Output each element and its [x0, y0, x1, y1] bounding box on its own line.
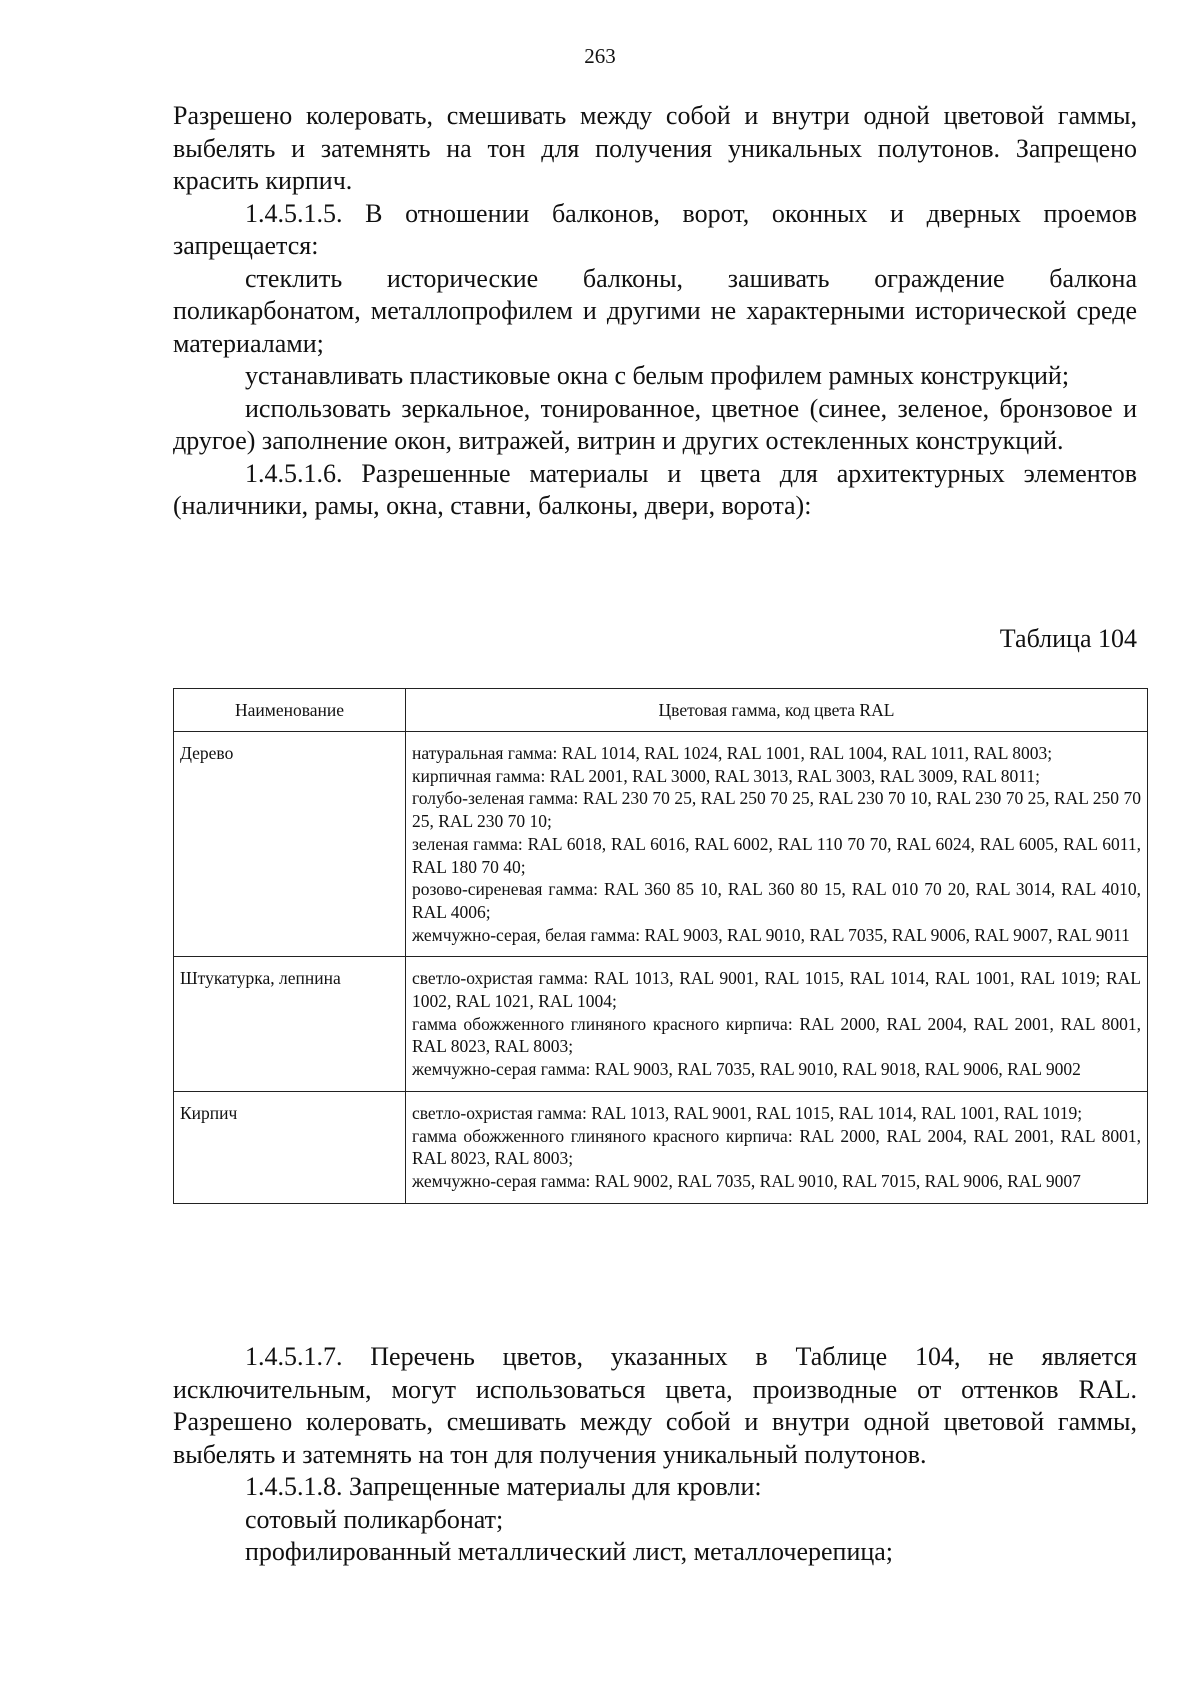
color-groups [406, 732, 1148, 957]
paragraph: 1.4.5.1.8. Запрещенные материалы для кровли: [245, 1472, 762, 1501]
header-colors: Цветовая гамма, код цвета RAL [406, 689, 1148, 732]
color-group: розово-сиреневая гамма: RAL 360 85 10, RAL 360 80 15, RAL 010 70 20, RAL 3014, RAL 4010, RAL 4006; [412, 879, 1141, 922]
color-group: жемчужно-серая гамма: RAL 9002, RAL 7035, RAL 9010, RAL 7015, RAL 9006, RAL 9007 [412, 1170, 1081, 1191]
paragraph: устанавливать пластиковые окна с белым профилем рамных конструкций; [245, 361, 1070, 390]
list-item: сотовый поликарбонат; [245, 1504, 504, 1534]
list-item: профилированный металлический лист, металлочерепица; [245, 1537, 894, 1566]
table-row [174, 1091, 1148, 1203]
top-text-block [173, 100, 1137, 523]
paragraph: стеклить исторические балконы, зашивать ограждение балкона поликарбонатом, металлопрофилем и другими не характерными исторической среде материалами; [173, 263, 1137, 358]
color-group: гамма обожженного глиняного красного кирпича: RAL 2000, RAL 2004, RAL 2001, RAL 8001, RAL 8023, RAL 8003; [412, 1125, 1141, 1169]
table-header-row [174, 689, 1148, 732]
table-row [174, 732, 1148, 957]
paragraph: 1.4.5.1.6. Разрешенные материалы и цвета для архитектурных элементов (наличники, рамы, окна, ставни, балконы, двери, ворота): [173, 458, 1137, 520]
color-group: натуральная гамма: RAL 1014, RAL 1024, RAL 1001, RAL 1004, RAL 1011, RAL 8003; [412, 743, 1053, 763]
color-groups [406, 957, 1148, 1092]
paragraph: 1.4.5.1.7. Перечень цветов, указанных в Таблице 104, не является исключительным, могут использоваться цвета, производные от оттенков RAL. Разрешено колеровать, смешивать между собой и внутри одной цветовой гаммы, выбелять и затемнять на тон для получения уникальный полутонов. [173, 1342, 1137, 1469]
color-group: светло-охристая гамма: RAL 1013, RAL 9001, RAL 1015, RAL 1014, RAL 1001, RAL 1019; [412, 1102, 1083, 1123]
header-name: Наименование [174, 689, 406, 732]
material-name: Кирпич [174, 1091, 406, 1203]
paragraph: использовать зеркальное, тонированное, цветное (синее, зеленое, бронзовое и другое) заполнение окон, витражей, витрин и других остекленных конструкций. [173, 393, 1137, 455]
color-group: зеленая гамма: RAL 6018, RAL 6016, RAL 6002, RAL 110 70 70, RAL 6024, RAL 6005, RAL 6011, RAL 180 70 40; [412, 833, 1141, 877]
color-group: жемчужно-серая гамма: RAL 9003, RAL 7035, RAL 9010, RAL 9018, RAL 9006, RAL 9002 [412, 1059, 1081, 1080]
color-group: светло-охристая гамма: RAL 1013, RAL 9001, RAL 1015, RAL 1014, RAL 1001, RAL 1019; RAL 1002, RAL 1021, RAL 1004; [412, 968, 1141, 1012]
table-row [174, 957, 1148, 1092]
color-group: гамма обожженного глиняного красного кирпича: RAL 2000, RAL 2004, RAL 2001, RAL 8001, RAL 8023, RAL 8003; [412, 1013, 1141, 1057]
table-caption: Таблица 104 [999, 624, 1137, 653]
material-name: Дерево [174, 732, 406, 957]
paragraph: Разрешено колеровать, смешивать между собой и внутри одной цветовой гаммы, выбелять и затемнять на тон для получения уникальных полутонов. Запрещено красить кирпич. [173, 101, 1137, 195]
color-group: голубо-зеленая гамма: RAL 230 70 25, RAL 250 70 25, RAL 230 70 10, RAL 230 70 25, RAL 250 70 25, RAL 230 70 10; [412, 788, 1141, 832]
paragraph: 1.4.5.1.5. В отношении балконов, ворот, оконных и дверных проемов запрещается: [173, 198, 1137, 260]
page-number: 263 [584, 44, 616, 68]
material-name: Штукатурка, лепнина [174, 957, 406, 1092]
ral-color-table [173, 688, 1148, 1204]
color-group: кирпичная гамма: RAL 2001, RAL 3000, RAL 3013, RAL 3003, RAL 3009, RAL 8011; [412, 765, 1041, 786]
color-group: жемчужно-серая, белая гамма: RAL 9003, RAL 9010, RAL 7035, RAL 9006, RAL 9007, RAL 9011 [412, 924, 1130, 945]
bottom-text-block [173, 1341, 1137, 1569]
color-groups [406, 1091, 1148, 1203]
